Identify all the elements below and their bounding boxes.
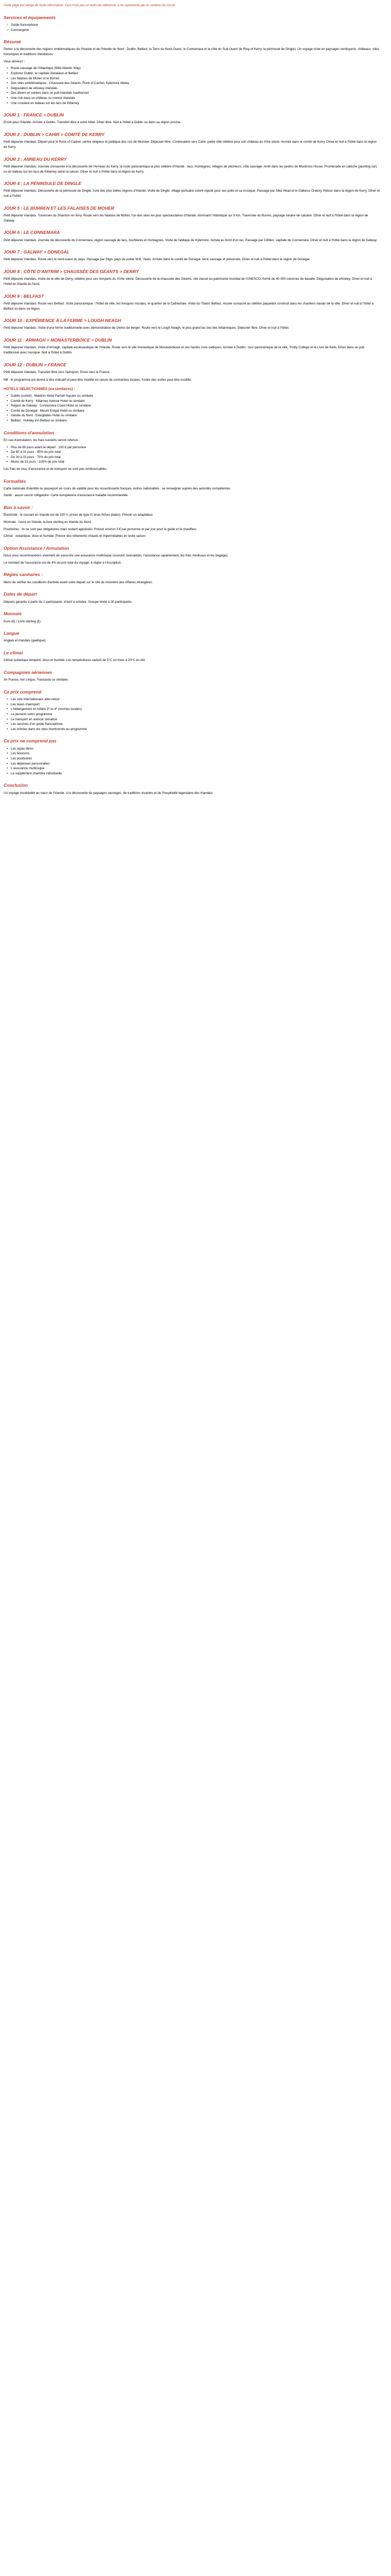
resume-heading: Résumé: [4, 39, 21, 45]
day-block: [4, 112, 380, 125]
day-title: JOUR 5 : LE BURREN ET LES FALAISES DE MOHER: [4, 205, 115, 211]
day-title: JOUR 7 : GALWAY > DONEGAL: [4, 249, 70, 255]
langue-text: Anglais et irlandais (gaélique): [4, 639, 46, 643]
prix-ne-comprend-heading: Ce prix ne comprend pas: [4, 738, 57, 744]
hotels-list: [4, 394, 380, 423]
conditions-heading: Conditions d'annulation: [4, 430, 54, 435]
conclusion-heading: Conclusion: [4, 783, 28, 788]
condition-item: • De 60 à 31 jours : 35% du prix total: [11, 450, 380, 455]
prix-comprend-item: • La pension selon programme: [11, 712, 380, 717]
hotels-heading: HÔTELS SÉLECTIONNÉS (ou similaires) :: [4, 387, 75, 392]
day-text: Petit déjeuner irlandais. Visite de la ville de Derry, célèbre pour ses remparts du XVIIe siècle. Découverte de la chaussée des Géants, site classé au patrimoine mondial de l'UNESCO, formé de 40 000 colonnes de basalte. Dégustation de whiskey. Dîner et nuit à l'hôtel en Irlande du Nord.: [4, 277, 372, 286]
prix-ne-comprend-item: • Les repas libres: [11, 747, 380, 752]
resume-paragraph: Partez à la découverte des régions emblématiques de l'Irlande et de l'Irlande du Nord : Dublin, Belfast, la Terre du Nord-Ouest, le Connemara et la côte du Sud-Ouest (le Ring of Kerry, la péninsule de Dingle). Un voyage riche en paysages verdoyants, châteaux, sites historiques et traditions irlandaises.: [4, 47, 379, 57]
resume-item: • Route sauvage de l'Atlantique (Wild Atlantic Way): [11, 66, 380, 71]
day-block: [4, 180, 380, 199]
day-block: [4, 249, 380, 262]
prix-ne-comprend-item: • Les boissons: [11, 751, 380, 756]
services-item: ✓ Conciergerie: [11, 28, 380, 33]
day-text: Envol pour l'Irlande. Arrivée à Dublin. Transfert libre à votre hôtel. Dîner libre. Nuit à l'hôtel à Dublin ou dans sa région proche.: [4, 121, 181, 125]
day-block: [4, 156, 380, 175]
options-text: Nous vous recommandons vivement de souscrire une assurance multirisque couvrant l'annulation, l'assistance rapatriement, les frais médicaux et les bagages.: [4, 554, 229, 558]
prix-ne-comprend-item: • L'assurance multirisque: [11, 766, 380, 771]
itinerary: [4, 112, 380, 375]
day-block: [4, 362, 380, 375]
day-title: JOUR 12 : DUBLIN > FRANCE: [4, 362, 67, 367]
options-heading: Option Assistance / Annulation: [4, 545, 69, 551]
services-list: [4, 23, 380, 32]
day-title: JOUR 2 : DUBLIN > CAHIR > COMTÉ DE KERRY: [4, 132, 105, 138]
bon-a-savoir-text: Pourboires : ils ne sont pas obligatoires mais restent appréciés. Prévoir environ 3 € par personne et par jour pour le guide et le chauffeur.: [4, 527, 197, 531]
bon-a-savoir-text: Électricité : le courant en Irlande est de 230 V, prises de type G (trois fiches plates). Prévoir un adaptateur.: [4, 513, 154, 517]
hotel-item: • Irlande du Nord : Everglades Hotel ou similaire: [11, 413, 380, 418]
hotel-item: • Dublin (comté) : Maldron Hotel Parnell Square ou similaire: [11, 394, 380, 399]
bon-a-savoir-text: Monnaie : l'euro en Irlande, la livre sterling en Irlande du Nord.: [4, 520, 92, 524]
prix-comprend-item: • Les services d'un guide francophone: [11, 722, 380, 727]
resume-lead: Vous aimerez :: [4, 59, 25, 63]
day-title: JOUR 10 : EXPÉRIENCE À LA FERME > LOUGH NEAGH: [4, 318, 121, 324]
resume-item: • Une croisière en bateau sur les lacs de Killarney: [11, 101, 380, 106]
day-block: [4, 131, 380, 150]
day-text: Petit déjeuner irlandais. Départ pour le Rock of Cashel, centre religieux et politique des rois de Munster. Déjeuner libre. Continuation vers Cahir, petite ville célèbre pour son château du XIIIe siècle. Arrivée dans le comté de Kerry. Dîner et nuit à l'hôtel dans la région de Kerry.: [4, 140, 377, 149]
compagnies-text: Air France, Aer Lingus, Transavia ou similaire.: [4, 678, 69, 682]
day-block: [4, 293, 380, 312]
day-text: Petit déjeuner irlandais. Journée de découverte du Connemara, région sauvage de lacs, tourbières et montagnes. Visite de l'abbaye de Kylemore, nichée au bord d'un lac. Passage par Clifden, capitale du Connemara. Dîner et nuit à l'hôtel dans la région de Galway.: [4, 238, 378, 242]
prix-comprend-item: • Les taxes d'aéroport: [11, 702, 380, 707]
day-block: [4, 268, 380, 287]
monnaie-text: Euro (€) / Livre sterling (£): [4, 619, 41, 623]
bon-a-savoir-heading: Bon à savoir :: [4, 505, 33, 511]
formalites-heading: Formalités: [4, 478, 26, 484]
day-title: JOUR 3 : ANNEAU DU KERRY: [4, 156, 67, 162]
hotel-item: • Comté de Kerry : Killarney Avenue Hotel ou similaire: [11, 399, 380, 404]
climat-text: Climat océanique tempéré, doux et humide. Les températures varient de 5°C en hiver à 20°C en été.: [4, 658, 146, 663]
day-text: Petit déjeuner irlandais. Route vers le nord-ouest du pays. Passage par Sligo, pays du poète W.B. Yeats. Arrivée dans le comté de Donegal, terre sauvage et préservée. Dîner et nuit à l'hôtel dans la région de Donegal.: [4, 258, 311, 262]
compagnies-heading: Compagnies aériennes: [4, 669, 53, 675]
day-title: JOUR 6 : LE CONNEMARA: [4, 230, 60, 235]
depart-heading: Dates de départ: [4, 591, 37, 597]
conditions-lead: En cas d'annulation, les frais suivants seront retenus :: [4, 438, 80, 442]
day-block: [4, 337, 380, 355]
regles-text: Merci de vérifier les conditions d'entrée avant votre départ sur le site du ministère des Affaires étrangères.: [4, 580, 153, 584]
intro-text: Cette page est vierge de toute information. Ceci n'est pas un texte de référence, il ne représente pas le contenu du circuit.: [4, 4, 176, 7]
day-text: Petit déjeuner irlandais. Route vers Belfast. Visite panoramique : l'hôtel de ville, les fresques murales, le quartier de la Cathédrale. Visite du Titanic Belfast, musée consacré au célèbre paquebot construit dans les chantiers navals de la ville. Dîner et nuit à l'hôtel à Belfast ou dans sa région.: [4, 301, 374, 311]
condition-item: • Plus de 60 jours avant le départ : 100 € par personne: [11, 445, 380, 450]
hotel-item: • Belfast : Holiday Inn Belfast ou similaire: [11, 418, 380, 423]
prix-comprend-item: • L'hébergement en hôtels 3* et 4* (normes locales): [11, 707, 380, 712]
services-heading: Services et équipements: [4, 14, 56, 20]
resume-item: • Dégustation de whiskey irlandais: [11, 86, 380, 91]
hotel-item: • Région de Galway : Connemara Coast Hotel ou similaire: [11, 403, 380, 409]
day-text: Petit déjeuner irlandais. Traversée du Shannon en ferry. Route vers les falaises de Moher, l'un des sites les plus spectaculaires d'Irlande, dominant l'Atlantique sur 8 km. Traversée du Burren, paysage lunaire de calcaire. Dîner et nuit à l'hôtel dans la région de Galway.: [4, 213, 368, 223]
prix-ne-comprend-list: [4, 747, 380, 776]
depart-text: Départs garantis à partir de 2 participants, d'avril à octobre. Groupe limité à 30 participants.: [4, 600, 133, 604]
day-text: Petit déjeuner irlandais. Transfert libre vers l'aéroport. Envol vers la France.: [4, 370, 110, 374]
day-text: Petit déjeuner irlandais. Visite d'une ferme traditionnelle avec démonstration de chiens de berger. Route vers le Lough Neagh, le plus grand lac des îles britanniques. Déjeuner libre. Dîner et nuit à l'hôtel.: [4, 326, 289, 330]
regles-heading: Règles sanitaires :: [4, 572, 43, 578]
day-title: JOUR 1 : FRANCE > DUBLIN: [4, 112, 64, 118]
day-title: JOUR 4 : LA PÉNINSULE DE DINGLE: [4, 181, 82, 187]
formalites-text: Carte nationale d'identité ou passeport en cours de validité pour les ressortissants français. Autres nationalités : se renseigner auprès des autorités compétentes.: [4, 486, 232, 490]
day-block: [4, 205, 380, 224]
conditions-list: [4, 445, 380, 465]
resume-item: • Les falaises de Moher et le Burren: [11, 76, 380, 81]
prix-comprend-item: • Les entrées dans les sites mentionnés au programme: [11, 727, 380, 732]
day-text: Petit déjeuner irlandais. Journée consacrée à la découverte de l'Anneau du Kerry, la route panoramique la plus célèbre d'Irlande : lacs, montagnes, villages de pêcheurs, côte sauvage. Arrêt dans les jardins de Muckross House. Promenade en calèche (jaunting car) ou en bateau sur les lacs de Killarney selon la saison. Dîner et nuit à l'hôtel dans la région de Kerry.: [4, 164, 377, 174]
prix-ne-comprend-item: • Les dépenses personnelles: [11, 761, 380, 767]
day-block: [4, 317, 380, 331]
condition-item: • Moins de 15 jours : 100% du prix total: [11, 460, 380, 465]
prix-comprend-item: • Le transport en autocar climatisé: [11, 717, 380, 722]
resume-item: • Une nuit dans un château ou manoir irlandais: [11, 96, 380, 101]
conclusion-text: Un voyage inoubliable au cœur de l'Irlande, à la découverte de paysages sauvages, de traditions vivantes et de l'hospitalité légendaire des Irlandais.: [4, 791, 214, 795]
resume-item: • Des dîners et soirées dans un pub irlandais traditionnel: [11, 91, 380, 96]
prix-ne-comprend-item: • Le supplément chambre individuelle: [11, 771, 380, 776]
hotel-item: • Comté de Donegal : Mount Errigal Hotel ou similaire: [11, 409, 380, 414]
day-text: Petit déjeuner irlandais. Découverte de la péninsule de Dingle, l'une des plus belles régions d'Irlande. Visite de Dingle, village portuaire coloré réputé pour ses pubs et sa musique. Passage par Slea Head et le Gallarus Oratory. Retour dans la région de Kerry. Dîner et nuit à l'hôtel.: [4, 189, 380, 198]
resume-list: [4, 66, 380, 106]
page: [0, 0, 384, 804]
day-text: Petit déjeuner irlandais. Visite d'Armagh, capitale ecclésiastique de l'Irlande. Route vers le site monastique de Monasterboice et ses hautes croix celtiques. Arrivée à Dublin : tour panoramique de la ville, Trinity College et le Livre de Kells. Dîner dans un pub traditionnel avec musique. Nuit à l'hôtel à Dublin.: [4, 346, 365, 354]
resume-item: • Explorez Dublin, la capitale irlandaise et Belfast: [11, 71, 380, 76]
prix-comprend-list: [4, 697, 380, 732]
resume-item: • Des sites emblématiques : Chaussée des Géants, Rock of Cashel, Kylemore Abbey: [11, 81, 380, 86]
condition-item: • De 30 à 15 jours : 75% du prix total: [11, 455, 380, 460]
options-price: Le montant de l'assurance est de 4% du prix total du voyage, à régler à l'inscription.: [4, 561, 122, 565]
day-title: JOUR 8 : CÔTE D'ANTRIM > CHAUSSÉE DES GÉANTS > DERRY: [4, 269, 139, 275]
prix-ne-comprend-item: • Les pourboires: [11, 756, 380, 761]
bon-a-savoir-text: Climat : océanique, doux et humide. Prévoir des vêtements chauds et imperméables en toute saison.: [4, 534, 146, 538]
prix-comprend-item: • Les vols internationaux aller-retour: [11, 697, 380, 702]
day-block: [4, 229, 380, 243]
monnaie-heading: Monnaie: [4, 611, 22, 617]
langue-heading: Langue: [4, 631, 20, 636]
prix-comprend-heading: Ce prix comprend: [4, 689, 42, 694]
day-title: JOUR 9 : BELFAST: [4, 293, 44, 299]
conditions-note: Les frais de visa, d'assurance et de transport ne sont pas remboursables.: [4, 467, 108, 471]
formalites-health: Santé : aucun vaccin obligatoire. Carte européenne d'assurance maladie recommandée.: [4, 494, 129, 498]
day-title: JOUR 11 : ARMAGH > MONASTERBOICE > DUBLIN: [4, 337, 112, 343]
program-note: NB : le programme est donné à titre indicatif et peut être modifié en raison de contraintes locales, l'ordre des visites peut être modifié.: [4, 378, 192, 382]
services-item: ✓ Guide francophone: [11, 23, 380, 28]
climat-heading: Le climat: [4, 650, 23, 656]
